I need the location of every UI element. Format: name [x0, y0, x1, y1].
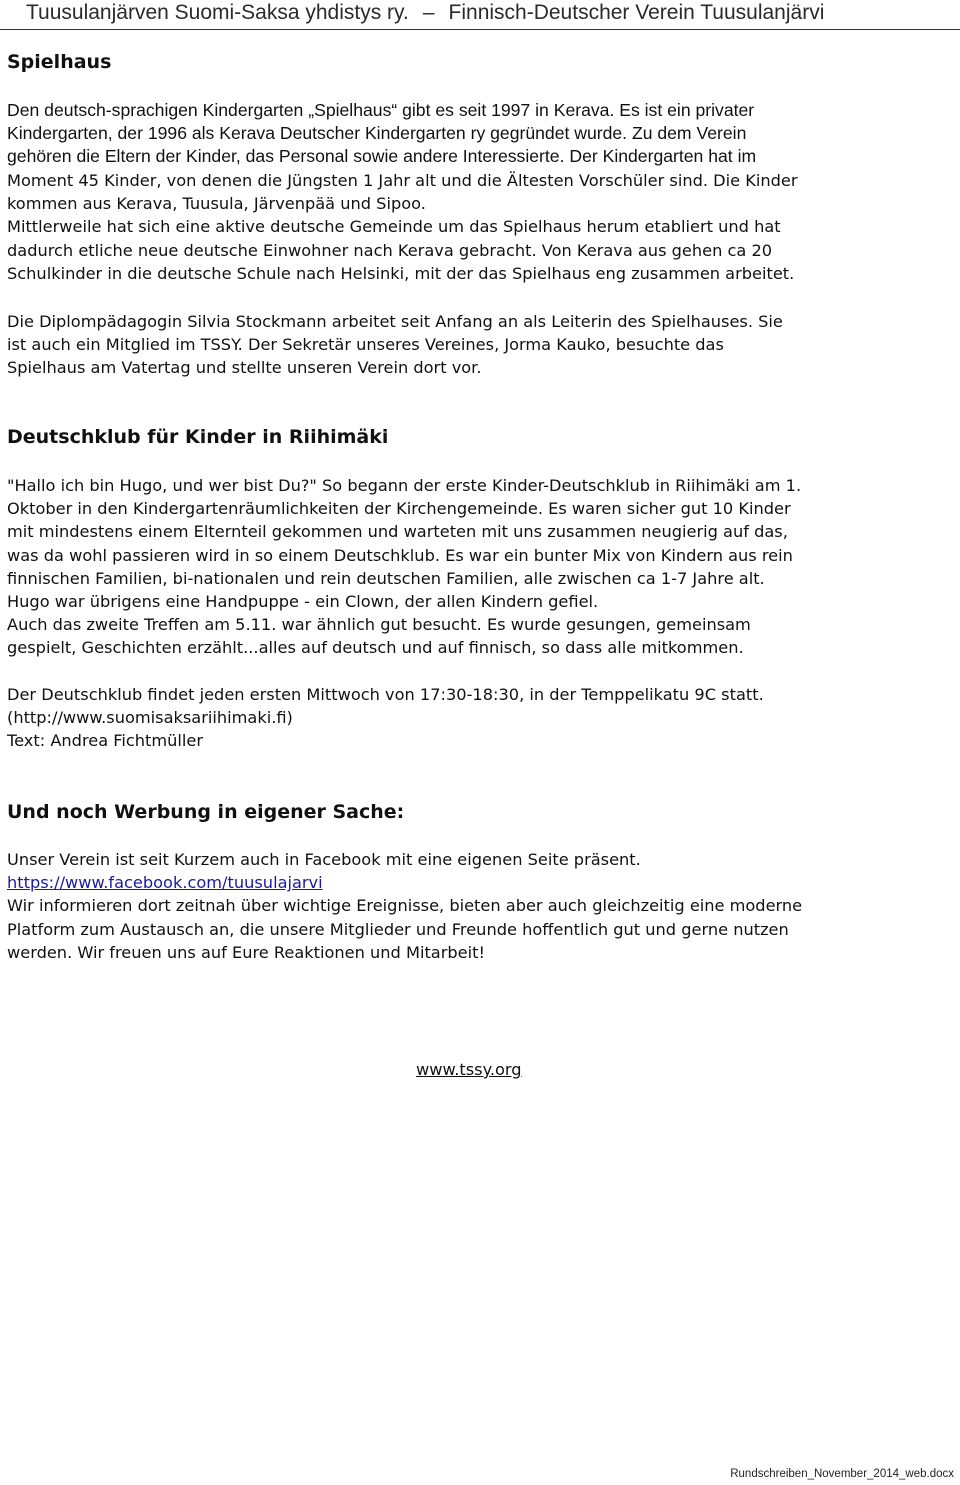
text-line: kommen aus Kerava, Tuusula, Järvenpää und Sipoo. — [7, 194, 426, 214]
page-header — [0, 0, 960, 30]
spielhaus-paragraph-1-continued — [7, 169, 957, 285]
text-line: gespielt, Geschichten erzählt...alles auf deutsch und auf finnisch, so dass alle mitkommen. — [7, 638, 744, 658]
deutschklub-heading: Deutschklub für Kinder in Riihimäki — [7, 426, 389, 448]
text-line: ist auch ein Mitglied im TSSY. Der Sekretär unseres Vereines, Jorma Kauko, besuchte das — [7, 335, 724, 355]
deutschklub-paragraph-1 — [7, 474, 957, 660]
text-line: Oktober in den Kindergartenräumlichkeiten der Kirchengemeinde. Es waren sicher gut 10 Kinder — [7, 499, 791, 519]
text-fragment: Der Kindergarten hat im — [564, 146, 757, 167]
deutschklub-paragraph-2 — [7, 683, 957, 753]
text-line: finnischen Familien, bi-nationalen und rein deutschen Familien, alle zwischen ca 1-7 Jahre alt. — [7, 568, 765, 588]
spielhaus-heading: Spielhaus — [7, 51, 112, 73]
text-line: "Hallo ich bin Hugo, und wer bist Du?" So begann der erste Kinder-Deutschklub in Riihimäki am 1. — [7, 476, 802, 495]
text-line — [7, 145, 957, 168]
text-line: Mittlerweile hat sich eine aktive deutsche Gemeinde um das Spielhaus herum etabliert und hat — [7, 217, 781, 237]
text-line: Text: Andrea Fichtmüller — [7, 731, 204, 751]
text-line — [7, 871, 957, 894]
text-line: Wir informieren dort zeitnah über wichtige Ereignisse, bieten aber auch gleichzeitig eine moderne — [7, 896, 803, 916]
tssy-website-link[interactable]: www.tssy.org — [416, 1060, 522, 1079]
header-separator: – — [422, 1, 435, 24]
text-line: Kindergarten, der 1996 als Kerava Deutscher Kindergarten ry gegründet wurde. Zu dem Verein — [7, 123, 747, 144]
werbung-heading: Und noch Werbung in eigener Sache: — [7, 801, 405, 823]
header-title-finnish: Tuusulanjärven Suomi-Saksa yhdistys ry. — [26, 1, 409, 24]
text-line: dadurch etliche neue deutsche Einwohner nach Kerava gebracht. Von Kerava aus gehen ca 20 — [7, 240, 773, 260]
text-line: Auch das zweite Treffen am 5.11. war ähnlich gut besucht. Es wurde gesungen, gemeinsam — [7, 615, 751, 635]
werbung-paragraph — [7, 848, 957, 964]
header-title-german: Finnisch-Deutscher Verein Tuusulanjärvi — [448, 1, 825, 24]
text-line: Unser Verein ist seit Kurzem auch in Facebook mit eine eigenen Seite präsent. — [7, 850, 641, 869]
text-fragment: gehören die Eltern der Kinder, das Personal sowie andere Interessierte. — [7, 146, 565, 167]
spielhaus-paragraph-1 — [7, 99, 957, 169]
text-line: Schulkinder in die deutsche Schule nach Helsinki, mit der das Spielhaus eng zusammen arbeitet. — [7, 263, 795, 283]
text-line: Spielhaus am Vatertag und stellte unseren Verein dort vor. — [7, 358, 482, 378]
text-line: mit mindestens einem Elternteil gekommen und warteten mit uns zusammen neugierig auf das, — [7, 522, 788, 542]
text-line: Der Deutschklub findet jeden ersten Mittwoch von 17:30-18:30, in der Temppelikatu 9C statt. — [7, 685, 764, 704]
text-line: Platform zum Austausch an, die unsere Mitglieder und Freunde hoffentlich gut und gerne nutzen — [7, 919, 789, 939]
facebook-link[interactable]: https://www.facebook.com/tuusulajarvi — [7, 873, 323, 893]
text-line: was da wohl passieren wird in so einem Deutschklub. Es war ein bunter Mix von Kindern aus rein — [7, 545, 793, 565]
text-line: Moment 45 Kinder, von denen die Jüngsten 1 Jahr alt und die Ältesten Vorschüler sind. Die Kinder — [7, 171, 798, 190]
spielhaus-paragraph-2 — [7, 310, 957, 380]
document-filename: Rundschreiben_November_2014_web.docx — [730, 1468, 954, 1480]
text-line: Die Diplompädagogin Silvia Stockmann arbeitet seit Anfang an als Leiterin des Spielhauses. Sie — [7, 312, 783, 331]
text-line: (http://www.suomisaksariihimaki.fi) — [7, 708, 293, 728]
text-line: Den deutsch-sprachigen Kindergarten „Spielhaus“ gibt es seit 1997 in Kerava. Es ist ein privater — [7, 100, 755, 120]
text-line: Hugo war übrigens eine Handpuppe - ein Clown, der allen Kindern gefiel. — [7, 592, 599, 612]
text-line: werden. Wir freuen uns auf Eure Reaktionen und Mitarbeit! — [7, 942, 485, 962]
